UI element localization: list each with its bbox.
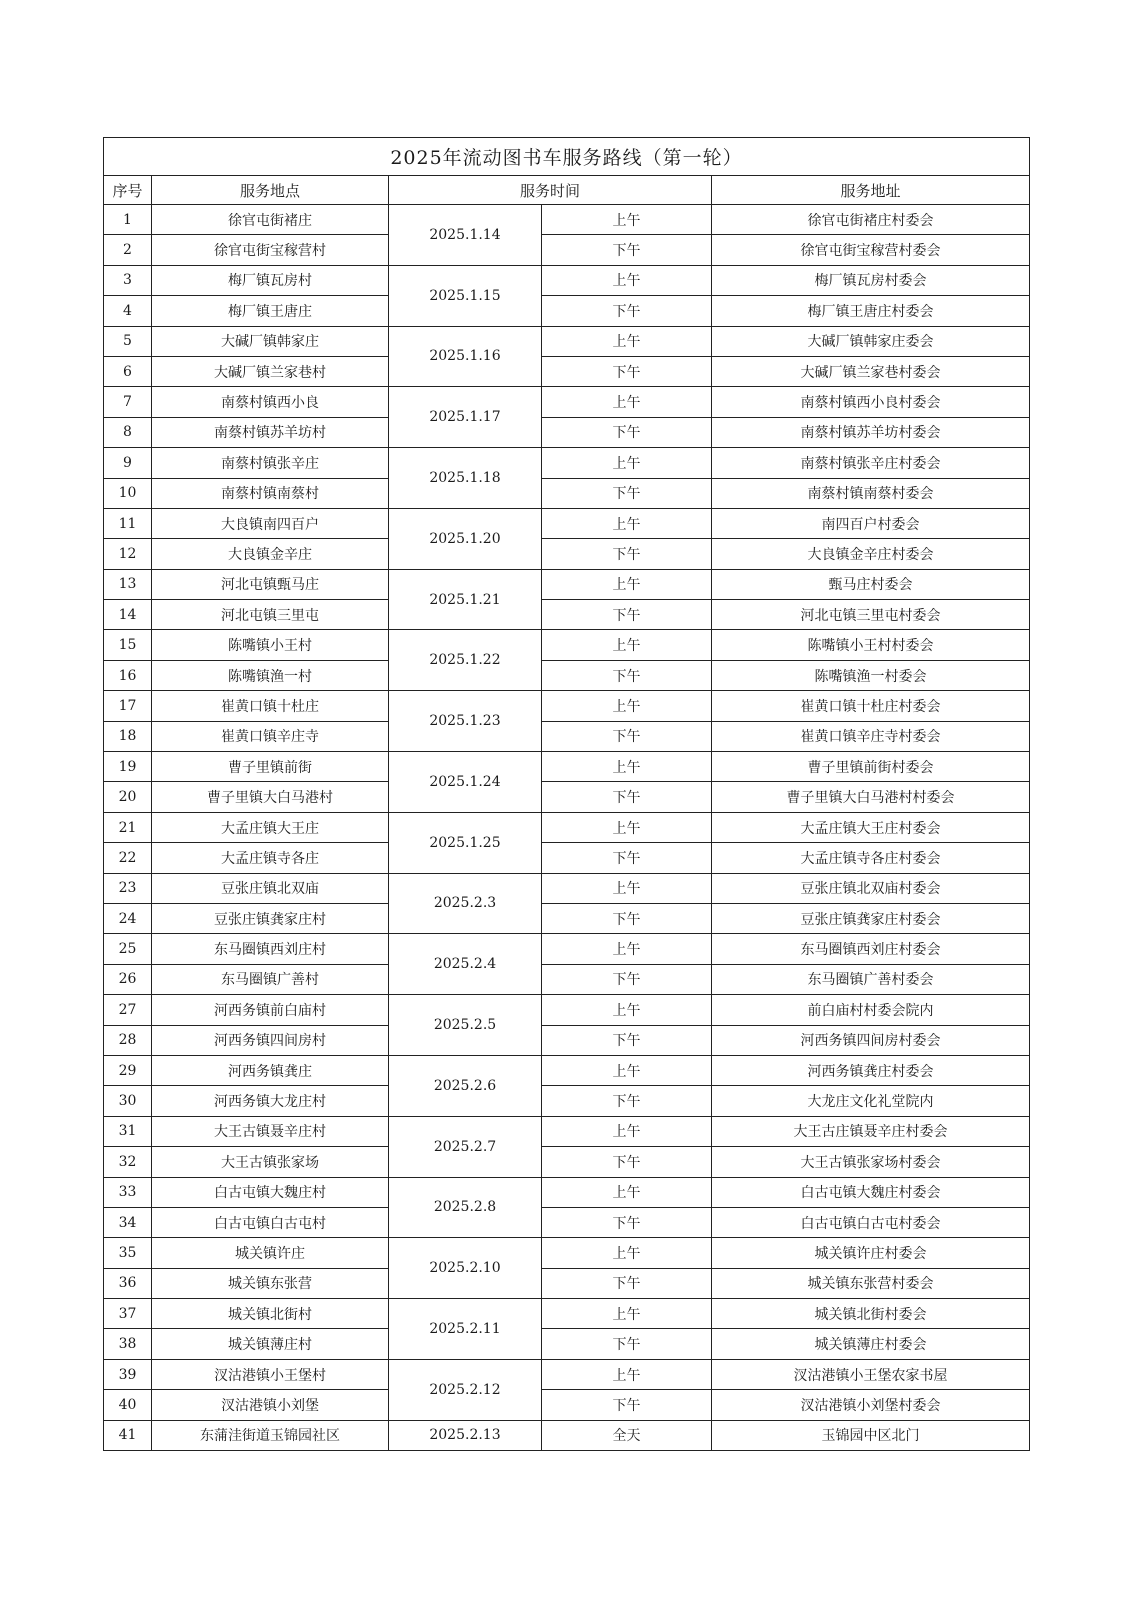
row-address: 南蔡村镇苏羊坊村委会 — [712, 417, 1030, 447]
table-row — [104, 1359, 1030, 1389]
row-period: 上午 — [542, 448, 712, 478]
row-period: 下午 — [542, 843, 712, 873]
table-row — [104, 660, 1030, 690]
row-location: 大王古镇聂辛庄村 — [152, 1116, 389, 1146]
row-location: 大王古镇张家场 — [152, 1147, 389, 1177]
row-period: 上午 — [542, 265, 712, 295]
table-row — [104, 630, 1030, 660]
row-index: 34 — [104, 1207, 152, 1237]
row-address: 白古屯镇白古屯村委会 — [712, 1207, 1030, 1237]
row-address: 大龙庄文化礼堂院内 — [712, 1086, 1030, 1116]
table-row — [104, 752, 1030, 782]
row-index: 12 — [104, 539, 152, 569]
row-index: 32 — [104, 1147, 152, 1177]
table-row — [104, 1420, 1030, 1450]
row-location: 梅厂镇瓦房村 — [152, 265, 389, 295]
table-row — [104, 1329, 1030, 1359]
row-date: 2025.1.25 — [389, 812, 542, 873]
table-row — [104, 1390, 1030, 1420]
row-location: 汊沽港镇小王堡村 — [152, 1359, 389, 1389]
row-location: 城关镇薄庄村 — [152, 1329, 389, 1359]
row-period: 上午 — [542, 691, 712, 721]
row-address: 甄马庄村委会 — [712, 569, 1030, 599]
row-location: 河西务镇四间房村 — [152, 1025, 389, 1055]
row-location: 豆张庄镇北双庙 — [152, 873, 389, 903]
row-location: 汊沽港镇小刘堡 — [152, 1390, 389, 1420]
table-row — [104, 1116, 1030, 1146]
row-address: 曹子里镇前街村委会 — [712, 752, 1030, 782]
table-row — [104, 539, 1030, 569]
row-index: 33 — [104, 1177, 152, 1207]
row-index: 2 — [104, 235, 152, 265]
row-address: 城关镇许庄村委会 — [712, 1238, 1030, 1268]
row-address: 大王古镇张家场村委会 — [712, 1147, 1030, 1177]
row-address: 玉锦园中区北门 — [712, 1420, 1030, 1450]
row-index: 24 — [104, 903, 152, 933]
row-period: 上午 — [542, 1359, 712, 1389]
row-period: 上午 — [542, 873, 712, 903]
row-index: 3 — [104, 265, 152, 295]
row-date: 2025.2.11 — [389, 1299, 542, 1360]
row-index: 16 — [104, 660, 152, 690]
row-period: 下午 — [542, 660, 712, 690]
row-index: 1 — [104, 205, 152, 235]
row-period: 下午 — [542, 539, 712, 569]
row-address: 崔黄口镇辛庄寺村委会 — [712, 721, 1030, 751]
table-row — [104, 1055, 1030, 1085]
table-row — [104, 235, 1030, 265]
row-address: 大碱厂镇韩家庄委会 — [712, 326, 1030, 356]
row-location: 曹子里镇大白马港村 — [152, 782, 389, 812]
row-location: 城关镇许庄 — [152, 1238, 389, 1268]
table-row — [104, 782, 1030, 812]
row-index: 15 — [104, 630, 152, 660]
row-location: 大良镇金辛庄 — [152, 539, 389, 569]
row-date: 2025.2.7 — [389, 1116, 542, 1177]
row-location: 徐官屯街褚庄 — [152, 205, 389, 235]
row-period: 下午 — [542, 417, 712, 447]
row-location: 大孟庄镇寺各庄 — [152, 843, 389, 873]
row-period: 上午 — [542, 1299, 712, 1329]
table-row — [104, 508, 1030, 538]
row-period: 上午 — [542, 1177, 712, 1207]
row-index: 8 — [104, 417, 152, 447]
table-row — [104, 873, 1030, 903]
row-index: 25 — [104, 934, 152, 964]
row-address: 城关镇东张营村委会 — [712, 1268, 1030, 1298]
row-address: 汊沽港镇小刘堡村委会 — [712, 1390, 1030, 1420]
row-period: 上午 — [542, 1055, 712, 1085]
row-location: 大碱厂镇韩家庄 — [152, 326, 389, 356]
row-address: 梅厂镇王唐庄村委会 — [712, 296, 1030, 326]
row-location: 南蔡村镇南蔡村 — [152, 478, 389, 508]
row-address: 城关镇薄庄村委会 — [712, 1329, 1030, 1359]
row-address: 东马圈镇广善村委会 — [712, 964, 1030, 994]
row-index: 4 — [104, 296, 152, 326]
row-address: 大良镇金辛庄村委会 — [712, 539, 1030, 569]
table-row — [104, 995, 1030, 1025]
table-row — [104, 903, 1030, 933]
row-index: 36 — [104, 1268, 152, 1298]
row-date: 2025.1.18 — [389, 448, 542, 509]
row-date: 2025.1.14 — [389, 205, 542, 266]
row-index: 26 — [104, 964, 152, 994]
table-row — [104, 1207, 1030, 1237]
row-index: 20 — [104, 782, 152, 812]
row-period: 上午 — [542, 569, 712, 599]
row-location: 河西务镇前白庙村 — [152, 995, 389, 1025]
row-period: 下午 — [542, 1329, 712, 1359]
row-period: 全天 — [542, 1420, 712, 1450]
row-index: 38 — [104, 1329, 152, 1359]
row-period: 下午 — [542, 1086, 712, 1116]
row-address: 豆张庄镇北双庙村委会 — [712, 873, 1030, 903]
table-row — [104, 934, 1030, 964]
table-row — [104, 1299, 1030, 1329]
row-location: 崔黄口镇十杜庄 — [152, 691, 389, 721]
table-title: 2025年流动图书车服务路线（第一轮） — [104, 138, 1030, 176]
row-location: 河北屯镇三里屯 — [152, 600, 389, 630]
row-location: 陈嘴镇小王村 — [152, 630, 389, 660]
table-row — [104, 600, 1030, 630]
table-row — [104, 205, 1030, 235]
row-address: 南蔡村镇张辛庄村委会 — [712, 448, 1030, 478]
table-row — [104, 296, 1030, 326]
row-index: 21 — [104, 812, 152, 842]
row-date: 2025.1.17 — [389, 387, 542, 448]
row-location: 豆张庄镇龚家庄村 — [152, 903, 389, 933]
row-index: 39 — [104, 1359, 152, 1389]
row-address: 大王古庄镇聂辛庄村委会 — [712, 1116, 1030, 1146]
table-row — [104, 387, 1030, 417]
row-period: 下午 — [542, 964, 712, 994]
row-address: 大孟庄镇寺各庄村委会 — [712, 843, 1030, 873]
row-location: 崔黄口镇辛庄寺 — [152, 721, 389, 751]
row-address: 南蔡村镇南蔡村委会 — [712, 478, 1030, 508]
row-index: 37 — [104, 1299, 152, 1329]
row-location: 东马圈镇广善村 — [152, 964, 389, 994]
row-period: 下午 — [542, 782, 712, 812]
row-index: 27 — [104, 995, 152, 1025]
row-address: 河西务镇龚庄村委会 — [712, 1055, 1030, 1085]
row-location: 东马圈镇西刘庄村 — [152, 934, 389, 964]
row-date: 2025.1.20 — [389, 508, 542, 569]
row-index: 35 — [104, 1238, 152, 1268]
row-index: 31 — [104, 1116, 152, 1146]
row-address: 城关镇北街村委会 — [712, 1299, 1030, 1329]
table-row — [104, 843, 1030, 873]
row-period: 下午 — [542, 903, 712, 933]
row-address: 汊沽港镇小王堡农家书屋 — [712, 1359, 1030, 1389]
row-location: 白古屯镇白古屯村 — [152, 1207, 389, 1237]
row-period: 下午 — [542, 296, 712, 326]
table-row — [104, 417, 1030, 447]
row-location: 河北屯镇甄马庄 — [152, 569, 389, 599]
row-period: 下午 — [542, 1147, 712, 1177]
table-row — [104, 691, 1030, 721]
table-row — [104, 1238, 1030, 1268]
row-index: 9 — [104, 448, 152, 478]
row-location: 徐官屯街宝稼营村 — [152, 235, 389, 265]
row-location: 城关镇东张营 — [152, 1268, 389, 1298]
row-period: 上午 — [542, 1238, 712, 1268]
table-body — [104, 205, 1030, 1451]
row-period: 上午 — [542, 1116, 712, 1146]
row-index: 29 — [104, 1055, 152, 1085]
row-location: 曹子里镇前街 — [152, 752, 389, 782]
row-period: 下午 — [542, 1390, 712, 1420]
row-date: 2025.2.6 — [389, 1055, 542, 1116]
row-index: 10 — [104, 478, 152, 508]
row-period: 下午 — [542, 235, 712, 265]
row-period: 上午 — [542, 205, 712, 235]
table-row — [104, 569, 1030, 599]
row-period: 下午 — [542, 600, 712, 630]
row-date: 2025.1.24 — [389, 752, 542, 813]
table-row — [104, 1147, 1030, 1177]
table-row — [104, 1025, 1030, 1055]
row-location: 河西务镇龚庄 — [152, 1055, 389, 1085]
row-address: 河北屯镇三里屯村委会 — [712, 600, 1030, 630]
row-date: 2025.2.8 — [389, 1177, 542, 1238]
row-address: 大碱厂镇兰家巷村委会 — [712, 356, 1030, 386]
row-date: 2025.2.10 — [389, 1238, 542, 1299]
row-location: 南蔡村镇苏羊坊村 — [152, 417, 389, 447]
row-index: 22 — [104, 843, 152, 873]
table-row — [104, 448, 1030, 478]
row-date: 2025.2.4 — [389, 934, 542, 995]
row-date: 2025.2.12 — [389, 1359, 542, 1420]
row-address: 河西务镇四间房村委会 — [712, 1025, 1030, 1055]
row-location: 白古屯镇大魏庄村 — [152, 1177, 389, 1207]
table-row — [104, 964, 1030, 994]
row-period: 上午 — [542, 630, 712, 660]
row-period: 下午 — [542, 721, 712, 751]
row-date: 2025.1.23 — [389, 691, 542, 752]
row-index: 28 — [104, 1025, 152, 1055]
row-index: 7 — [104, 387, 152, 417]
row-address: 南四百户村委会 — [712, 508, 1030, 538]
row-address: 豆张庄镇龚家庄村委会 — [712, 903, 1030, 933]
row-period: 下午 — [542, 1207, 712, 1237]
row-period: 上午 — [542, 934, 712, 964]
table-row — [104, 326, 1030, 356]
header-address: 服务地址 — [712, 176, 1030, 205]
row-location: 陈嘴镇渔一村 — [152, 660, 389, 690]
row-address: 南蔡村镇西小良村委会 — [712, 387, 1030, 417]
table-row — [104, 721, 1030, 751]
row-location: 大碱厂镇兰家巷村 — [152, 356, 389, 386]
row-index: 41 — [104, 1420, 152, 1450]
row-index: 11 — [104, 508, 152, 538]
row-index: 40 — [104, 1390, 152, 1420]
row-location: 东蒲洼街道玉锦园社区 — [152, 1420, 389, 1450]
row-period: 下午 — [542, 356, 712, 386]
table-row — [104, 1086, 1030, 1116]
row-period: 上午 — [542, 326, 712, 356]
row-index: 30 — [104, 1086, 152, 1116]
row-period: 下午 — [542, 478, 712, 508]
row-index: 14 — [104, 600, 152, 630]
row-date: 2025.1.22 — [389, 630, 542, 691]
row-address: 徐官屯街宝稼营村委会 — [712, 235, 1030, 265]
row-location: 大良镇南四百户 — [152, 508, 389, 538]
row-location: 南蔡村镇张辛庄 — [152, 448, 389, 478]
row-period: 上午 — [542, 812, 712, 842]
table-row — [104, 478, 1030, 508]
row-address: 大孟庄镇大王庄村委会 — [712, 812, 1030, 842]
row-address: 陈嘴镇小王村村委会 — [712, 630, 1030, 660]
row-index: 13 — [104, 569, 152, 599]
header-index: 序号 — [104, 176, 152, 205]
row-address: 陈嘴镇渔一村委会 — [712, 660, 1030, 690]
row-index: 6 — [104, 356, 152, 386]
row-location: 河西务镇大龙庄村 — [152, 1086, 389, 1116]
row-date: 2025.2.3 — [389, 873, 542, 934]
row-address: 东马圈镇西刘庄村委会 — [712, 934, 1030, 964]
row-address: 白古屯镇大魏庄村委会 — [712, 1177, 1030, 1207]
table-row — [104, 265, 1030, 295]
row-period: 上午 — [542, 387, 712, 417]
service-route-table — [103, 137, 1030, 1451]
row-address: 崔黄口镇十杜庄村委会 — [712, 691, 1030, 721]
row-period: 下午 — [542, 1268, 712, 1298]
row-index: 5 — [104, 326, 152, 356]
table-row — [104, 812, 1030, 842]
header-time: 服务时间 — [389, 176, 712, 205]
row-period: 上午 — [542, 508, 712, 538]
row-date: 2025.1.21 — [389, 569, 542, 630]
row-date: 2025.2.13 — [389, 1420, 542, 1450]
row-location: 大孟庄镇大王庄 — [152, 812, 389, 842]
row-address: 前白庙村村委会院内 — [712, 995, 1030, 1025]
row-period: 上午 — [542, 995, 712, 1025]
row-location: 梅厂镇王唐庄 — [152, 296, 389, 326]
row-period: 上午 — [542, 752, 712, 782]
row-address: 曹子里镇大白马港村村委会 — [712, 782, 1030, 812]
table-row — [104, 1177, 1030, 1207]
row-date: 2025.1.15 — [389, 265, 542, 326]
table-row — [104, 356, 1030, 386]
row-index: 17 — [104, 691, 152, 721]
row-location: 城关镇北街村 — [152, 1299, 389, 1329]
header-location: 服务地点 — [152, 176, 389, 205]
table-row — [104, 1268, 1030, 1298]
row-address: 徐官屯街褚庄村委会 — [712, 205, 1030, 235]
row-location: 南蔡村镇西小良 — [152, 387, 389, 417]
row-date: 2025.1.16 — [389, 326, 542, 387]
row-address: 梅厂镇瓦房村委会 — [712, 265, 1030, 295]
row-period: 下午 — [542, 1025, 712, 1055]
row-index: 18 — [104, 721, 152, 751]
row-date: 2025.2.5 — [389, 995, 542, 1056]
row-index: 19 — [104, 752, 152, 782]
row-index: 23 — [104, 873, 152, 903]
